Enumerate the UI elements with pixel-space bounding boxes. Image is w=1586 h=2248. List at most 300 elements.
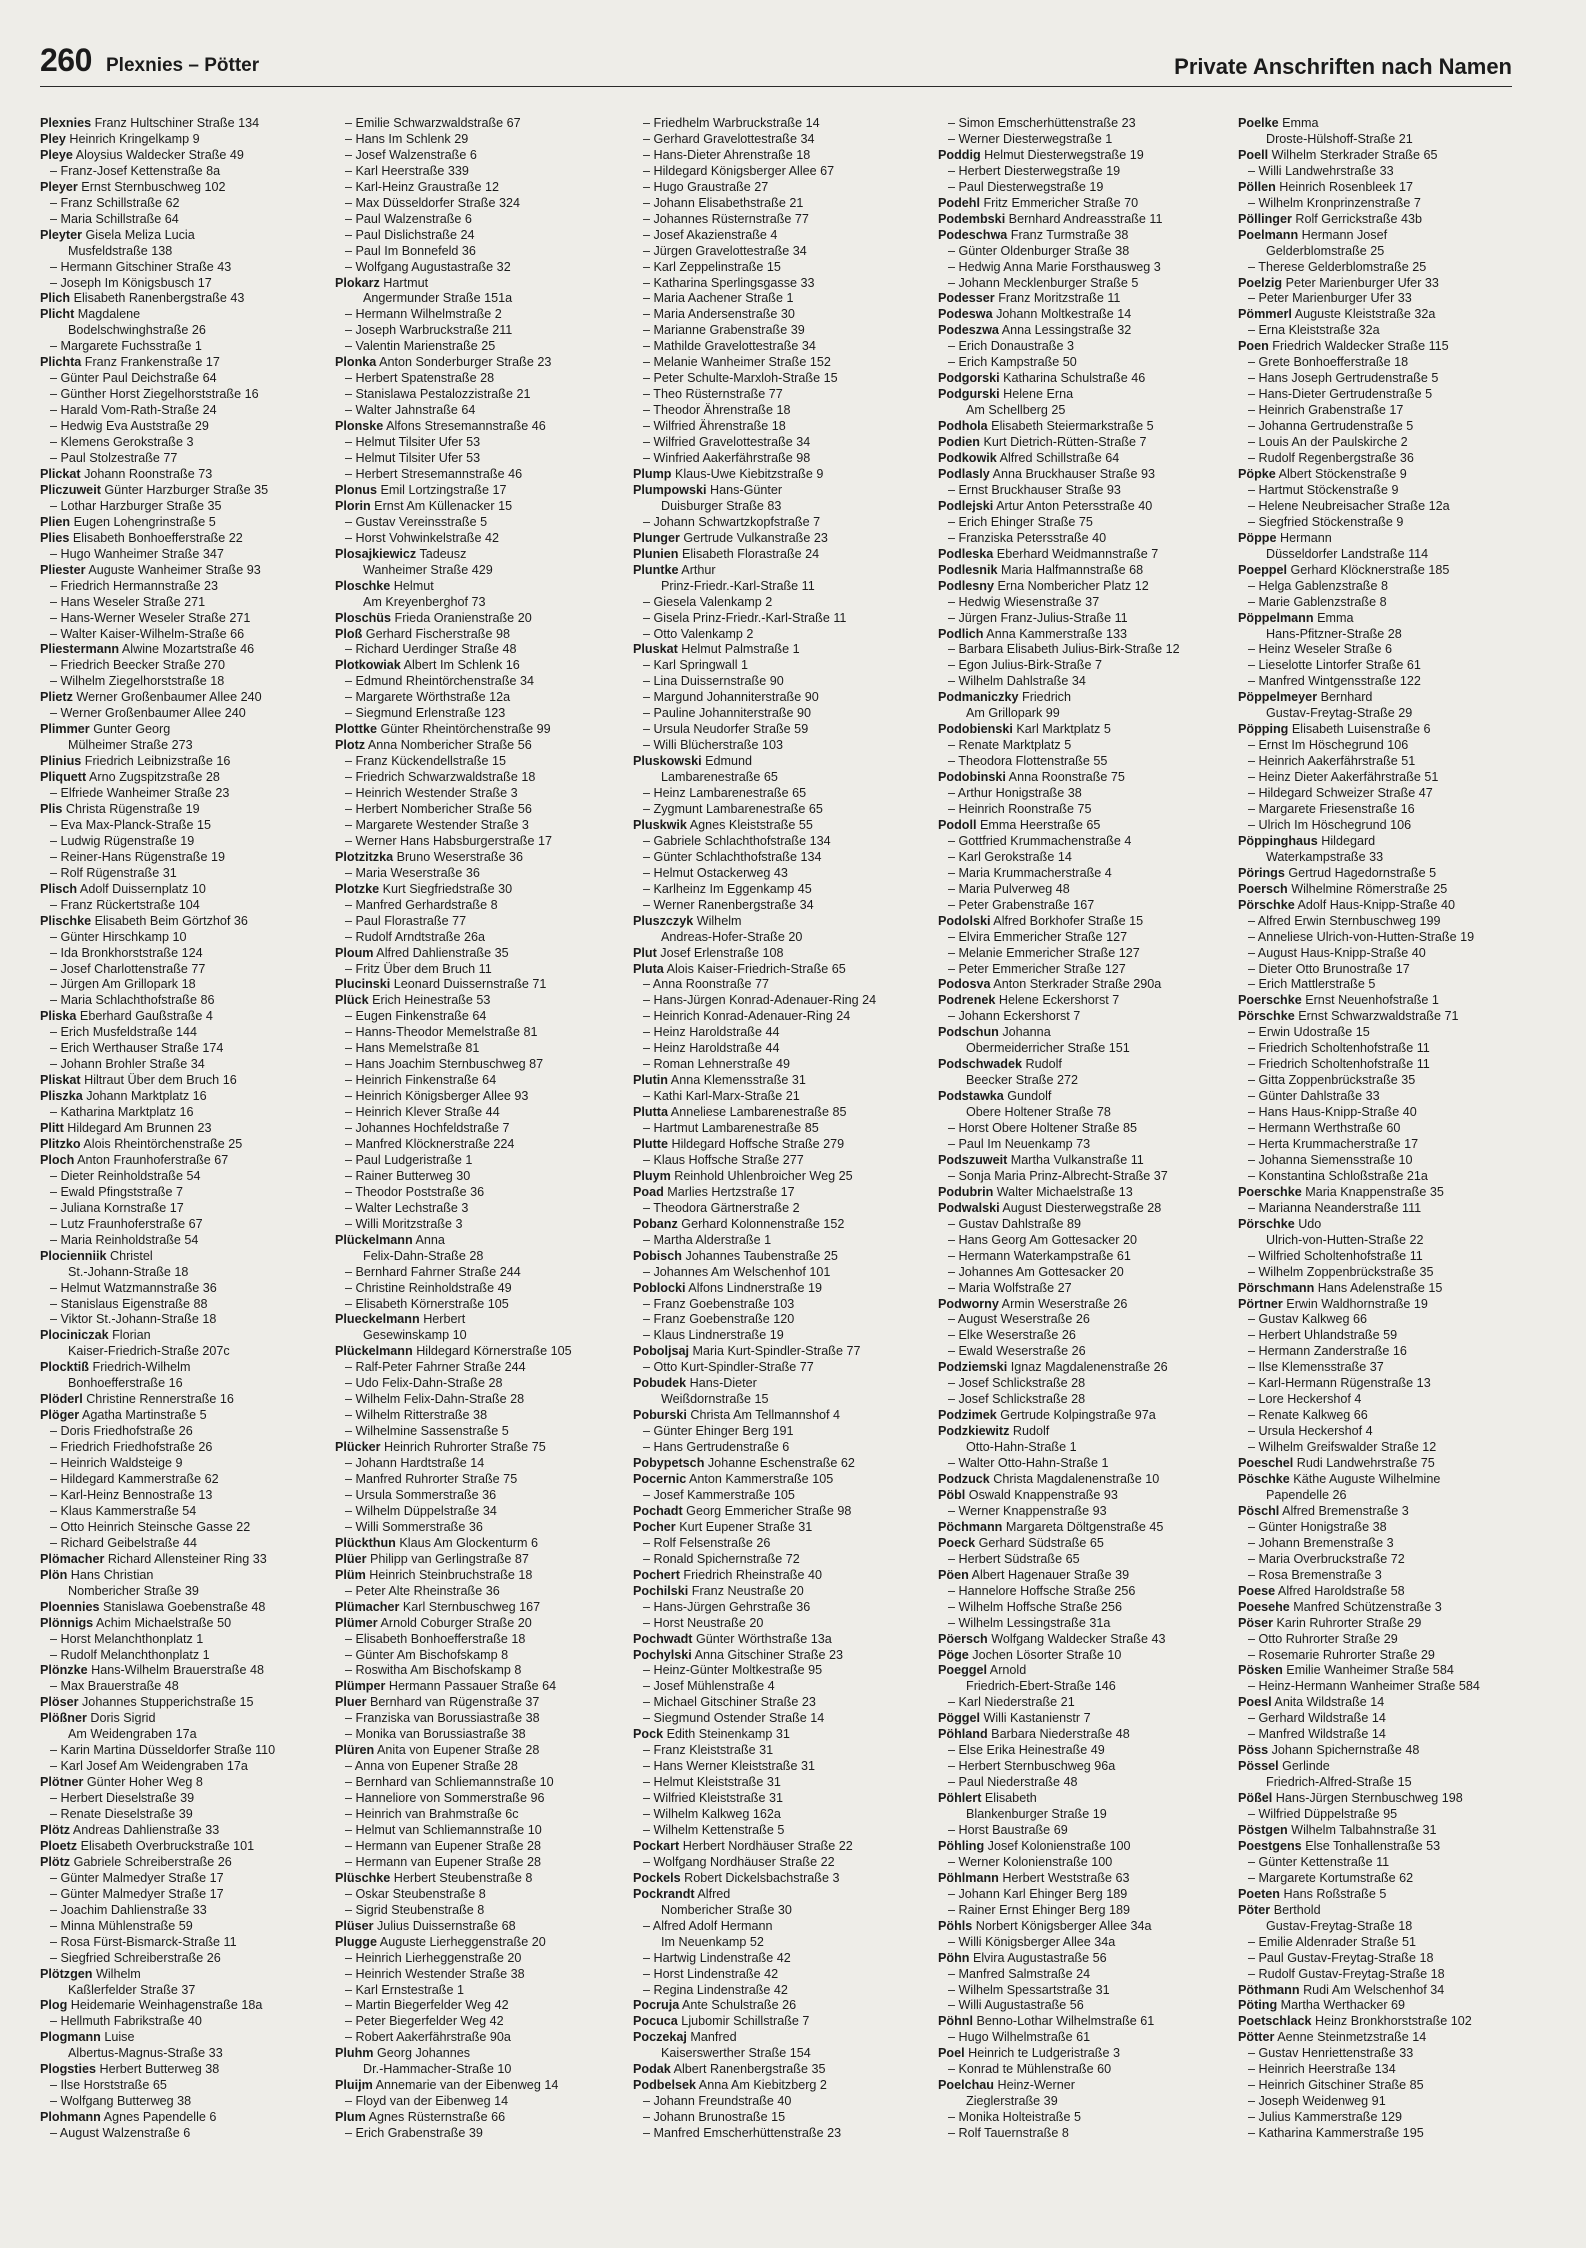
entry-text: – Hellmuth Fabrikstraße 40: [50, 2014, 202, 2029]
entry-text: Herbert Weststraße 63: [998, 1870, 1130, 1885]
entry-text: – Monika Holteistraße 5: [948, 2110, 1081, 2125]
surname: Plüschke: [335, 1870, 391, 1885]
surname: Podszuweit: [938, 1152, 1008, 1167]
entry-text: – Hartwig Lindenstraße 42: [643, 1950, 791, 1965]
sub-entry: [1238, 1967, 1528, 1983]
surname: Pocher: [633, 1519, 676, 1534]
entry-text: – Manfred Emscherhüttenstraße 23: [643, 2126, 842, 2141]
surname: Plottke: [335, 722, 377, 737]
entry-text: Kaiser-Friedrich-Straße 207c: [68, 1344, 230, 1359]
sub-entry: [1238, 1153, 1528, 1169]
entry-text: Georg Johannes: [373, 2046, 471, 2061]
entry-text: – August Haus-Knipp-Straße 40: [1248, 945, 1426, 960]
entry-text: Alfred Borkhofer Straße 15: [990, 913, 1144, 928]
entry-text: – Karlheinz Im Eggenkamp 45: [643, 881, 812, 896]
surname-entry: [633, 547, 923, 563]
sub-entry: [335, 642, 625, 658]
surname: Ploß: [335, 626, 363, 641]
sub-entry: [1238, 355, 1528, 371]
surname-entry: [1238, 1217, 1528, 1233]
sub-entry: [938, 1759, 1228, 1775]
surname: Plump: [633, 466, 672, 481]
entry-text: Friedrich-Wilhelm: [89, 1360, 191, 1375]
entry-text: Wolfgang Waldecker Straße 43: [987, 1631, 1166, 1646]
entry-text: Anna Nombericher Straße 56: [365, 738, 532, 753]
surname: Plinius: [40, 754, 82, 769]
surname-entry: [1238, 690, 1528, 706]
entry-text: Arnold: [987, 1663, 1027, 1678]
surname: Pöthmann: [1238, 1982, 1300, 1997]
sub-entry: [335, 196, 625, 212]
entry-text: – Hugo Wanheimer Straße 347: [50, 546, 224, 561]
surname: Podschun: [938, 1025, 999, 1040]
entry-text: – Karl Ernstestraße 1: [345, 1982, 464, 1997]
surname: Pocuca: [633, 2014, 678, 2029]
sub-entry: [335, 1520, 625, 1536]
surname: Plöser: [40, 1695, 79, 1710]
entry-text: – Elfriede Wanheimer Straße 23: [50, 786, 230, 801]
entry-text: – Ursula Neudorfer Straße 59: [643, 722, 809, 737]
surname-entry: [938, 1153, 1228, 1169]
entry-text: – Hans Joseph Gertrudenstraße 5: [1248, 371, 1439, 386]
entry-text: – Siegfried Schreiberstraße 26: [50, 1950, 221, 1965]
surname-entry: [1238, 1887, 1528, 1903]
surname: Pöschke: [1238, 1472, 1290, 1487]
sub-entry: [938, 2062, 1228, 2078]
entry-text: Emma: [1278, 116, 1319, 130]
entry-text: – Ursula Sommerstraße 36: [345, 1487, 497, 1502]
surname-entry: [335, 1935, 625, 1951]
entry-text: – Johannes Rüsternstraße 77: [643, 211, 809, 226]
sub-entry: [938, 786, 1228, 802]
entry-text: Hermann Josef: [1298, 227, 1388, 242]
entry-text: – Heinz Haroldstraße 44: [643, 1041, 780, 1056]
entry-text: – Franz Kleiststraße 31: [643, 1743, 774, 1758]
entry-text: Adolf Duissernplatz 10: [77, 881, 206, 896]
entry-text: – Manfred Wintgensstraße 122: [1248, 674, 1421, 689]
entry-text: Alfred Bremenstraße 3: [1279, 1503, 1409, 1518]
sub-entry: [1238, 435, 1528, 451]
entry-text: Kaßlerfelder Straße 37: [68, 1982, 196, 1997]
entry-text: – Johannes Am Welschenhof 101: [643, 1264, 831, 1279]
surname: Poen: [1238, 339, 1269, 354]
entry-text: Anna Klemensstraße 31: [667, 1073, 806, 1088]
entry-text: Anna Bruckhauser Straße 93: [989, 466, 1156, 481]
entry-text: – Maria Pulverweg 48: [948, 881, 1070, 896]
surname-entry: [1238, 1791, 1528, 1807]
surname: Podembski: [938, 211, 1006, 226]
surname: Plocktiß: [40, 1360, 89, 1375]
entry-text: Anita von Eupener Straße 28: [374, 1743, 540, 1758]
entry-text: – Heinz-Hermann Wanheimer Straße 584: [1248, 1679, 1480, 1694]
entry-text: – Gustav Kalkweg 66: [1248, 1312, 1368, 1327]
surname: Plotz: [335, 738, 366, 753]
surname-entry: [1238, 276, 1528, 292]
sub-entry: [1238, 658, 1528, 674]
entry-text: Helmut Diesterwegstraße 19: [980, 147, 1144, 162]
surname-entry: [335, 850, 625, 866]
surname-entry: [335, 738, 625, 754]
entry-text: – Wilfried Ährenstraße 18: [643, 419, 786, 434]
surname: Pliska: [40, 1009, 77, 1024]
surname: Ploch: [40, 1152, 75, 1167]
surname-entry: [40, 1967, 330, 1983]
sub-entry: [633, 116, 923, 132]
sub-entry: [40, 962, 330, 978]
surname: Podolski: [938, 913, 991, 928]
surname: Plueckelmann: [335, 1312, 420, 1327]
sub-entry: [1238, 1568, 1528, 1584]
sub-entry: [633, 1967, 923, 1983]
surname-entry: [633, 754, 923, 770]
sub-entry: [1238, 1632, 1528, 1648]
surname-entry: [938, 1536, 1228, 1552]
address-continuation: [1238, 850, 1528, 866]
surname: Pluskwik: [633, 817, 687, 832]
entry-text: Zieglerstraße 39: [966, 2094, 1058, 2109]
entry-text: Oswald Knappenstraße 93: [965, 1487, 1118, 1502]
sub-entry: [335, 339, 625, 355]
entry-text: – Stanislawa Pestalozzistraße 21: [345, 387, 531, 402]
sub-entry: [938, 866, 1228, 882]
surname-entry: [938, 1201, 1228, 1217]
entry-text: Wilhelm: [693, 913, 742, 928]
surname-entry: [335, 2110, 625, 2126]
entry-text: Benno-Lothar Wilhelmstraße 61: [972, 2014, 1155, 2029]
surname-entry: [1238, 531, 1528, 547]
surname: Podmaniczky: [938, 690, 1019, 705]
sub-entry: [938, 611, 1228, 627]
entry-text: – Margarete Fuchsstraße 1: [50, 339, 202, 354]
entry-text: – Viktor St.-Johann-Straße 18: [50, 1312, 217, 1327]
sub-entry: [938, 962, 1228, 978]
address-continuation: [40, 1983, 330, 1999]
entry-text: Martha Werthacker 69: [1277, 1998, 1406, 2013]
page-number: 260: [40, 42, 92, 78]
surname: Plietz: [40, 690, 73, 705]
surname-entry: [1238, 2030, 1528, 2046]
surname-entry: [1238, 898, 1528, 914]
sub-entry: [40, 1025, 330, 1041]
sub-entry: [1238, 1392, 1528, 1408]
surname-entry: [938, 1057, 1228, 1073]
surname: Plorin: [335, 498, 371, 513]
surname-entry: [938, 451, 1228, 467]
surname: Plutte: [633, 1137, 668, 1151]
sub-entry: [335, 1488, 625, 1504]
entry-text: – Friedrich Scholtenhofstraße 11: [1248, 1057, 1430, 1072]
entry-text: – Sigrid Steubenstraße 8: [345, 1902, 485, 1917]
entry-text: Hartmut: [379, 275, 429, 290]
sub-entry: [335, 1648, 625, 1664]
entry-text: – Lina Duissernstraße 90: [643, 674, 784, 689]
entry-text: Gustav-Freytag-Straße 29: [1266, 706, 1413, 721]
entry-text: – Hans Haus-Knipp-Straße 40: [1248, 1105, 1417, 1120]
entry-text: – Erich Musfeldstraße 144: [50, 1025, 197, 1040]
entry-text: Dr.-Hammacher-Straße 10: [363, 2062, 512, 2077]
sub-entry: [40, 1105, 330, 1121]
sub-entry: [335, 690, 625, 706]
sub-entry: [633, 1121, 923, 1137]
entry-text: Helmut Palmstraße 1: [677, 642, 800, 657]
surname: Pochadt: [633, 1503, 683, 1518]
entry-text: – Friedrich Schwarzwaldstraße 18: [345, 770, 536, 785]
surname-entry: [40, 1137, 330, 1153]
surname: Pliquett: [40, 770, 87, 785]
entry-text: – Karl Zeppelinstraße 15: [643, 259, 781, 274]
entry-text: – Hans-Jürgen Konrad-Adenauer-Ring 24: [643, 993, 877, 1008]
surname: Ploum: [335, 945, 374, 960]
surname: Plucinski: [335, 977, 391, 992]
surname-entry: [335, 276, 625, 292]
entry-text: – Anneliese Ulrich-von-Hutten-Straße 19: [1248, 929, 1475, 944]
surname: Poblocki: [633, 1280, 686, 1295]
surname: Podschwadek: [938, 1057, 1022, 1072]
sub-entry: [40, 866, 330, 882]
surname: Plüser: [335, 1918, 374, 1933]
sub-entry: [335, 1998, 625, 2014]
entry-text: Johanna: [998, 1025, 1051, 1040]
entry-text: Hans-Jürgen Sternbuschweg 198: [1272, 1791, 1463, 1806]
surname-entry: [938, 770, 1228, 786]
entry-text: Maria Knappenstraße 35: [1301, 1184, 1444, 1199]
entry-text: Martha Vulkanstraße 11: [1007, 1152, 1144, 1167]
entry-text: Artur Anton Petersstraße 40: [993, 498, 1153, 513]
surname-entry: [633, 1887, 923, 1903]
sub-entry: [335, 212, 625, 228]
entry-text: Margareta Döltgenstraße 45: [1002, 1519, 1164, 1534]
sub-entry: [1238, 642, 1528, 658]
surname: Plößner: [40, 1711, 87, 1726]
entry-text: Franz Neustraße 20: [688, 1583, 804, 1598]
entry-text: – Hermann Zanderstraße 16: [1248, 1344, 1407, 1359]
surname: Pöstgen: [1238, 1822, 1288, 1837]
address-continuation: [40, 244, 330, 260]
entry-text: – Manfred Klöcknerstraße 224: [345, 1137, 515, 1151]
entry-text: Obere Holtener Straße 78: [966, 1105, 1111, 1120]
address-continuation: [938, 1440, 1228, 1456]
surname-entry: [1238, 116, 1528, 132]
sub-entry: [633, 1233, 923, 1249]
surname: Pley: [40, 131, 66, 146]
entry-text: – Rudolf Melanchthonplatz 1: [50, 1647, 210, 1662]
sub-entry: [40, 260, 330, 276]
surname-entry: [40, 1089, 330, 1105]
entry-text: – Paul Ludgeristraße 1: [345, 1152, 473, 1167]
surname-entry: [938, 1632, 1228, 1648]
sub-entry: [938, 483, 1228, 499]
entry-text: – Rosa Bremenstraße 3: [1248, 1567, 1382, 1582]
sub-entry: [40, 930, 330, 946]
entry-text: – Gisela Prinz-Friedr.-Karl-Straße 11: [643, 610, 847, 625]
entry-text: – Mathilde Gravelottestraße 34: [643, 339, 816, 354]
entry-text: – Heinrich Klever Straße 44: [345, 1105, 500, 1120]
entry-text: – Arthur Honigstraße 38: [948, 786, 1082, 801]
entry-text: – Helmut Tilsiter Ufer 53: [345, 435, 481, 450]
entry-text: – Theodora Gärtnerstraße 2: [643, 1200, 800, 1215]
sub-entry: [335, 1265, 625, 1281]
sub-entry: [633, 435, 923, 451]
surname-entry: [633, 531, 923, 547]
surname: Podehl: [938, 195, 980, 210]
entry-text: Reinhold Uhlenbroicher Weg 25: [670, 1168, 853, 1183]
sub-entry: [938, 1967, 1228, 1983]
sub-entry: [1238, 802, 1528, 818]
entry-text: – Walter Lechstraße 3: [345, 1200, 469, 1215]
entry-text: Friedrich-Ebert-Straße 146: [966, 1679, 1116, 1694]
surname: Pluskat: [633, 642, 678, 657]
entry-text: – Margarete Friesenstraße 16: [1248, 801, 1415, 816]
entry-text: – Werner Diesterwegstraße 1: [948, 131, 1113, 146]
surname-entry: [938, 1360, 1228, 1376]
entry-text: – Rudolf Regenbergstraße 36: [1248, 451, 1414, 466]
surname: Pliczuweit: [40, 482, 101, 497]
entry-text: – Minna Mühlenstraße 59: [50, 1918, 193, 1933]
entry-text: – Manfred Salmstraße 24: [948, 1966, 1091, 1981]
surname-entry: [335, 1233, 625, 1249]
surname: Plotzke: [335, 881, 380, 896]
entry-text: – Hedwig Eva Auststraße 29: [50, 419, 209, 434]
entry-text: Elisabeth Beim Görtzhof 36: [91, 913, 248, 928]
sub-entry: [633, 722, 923, 738]
entry-text: Günter Wörthstraße 13a: [692, 1631, 832, 1646]
sub-entry: [1238, 1951, 1528, 1967]
surname-entry: [938, 993, 1228, 1009]
entry-text: – Karl Springwall 1: [643, 658, 748, 673]
surname: Poesehe: [1238, 1599, 1290, 1614]
sub-entry: [40, 627, 330, 643]
sub-entry: [335, 786, 625, 802]
entry-text: Barbara Niederstraße 48: [987, 1727, 1130, 1742]
surname-entry: [938, 722, 1228, 738]
sub-entry: [633, 738, 923, 754]
sub-entry: [633, 1743, 923, 1759]
entry-text: – Maria Schlachthofstraße 86: [50, 993, 215, 1008]
sub-entry: [633, 1201, 923, 1217]
sub-entry: [335, 531, 625, 547]
surname-entry: [40, 1823, 330, 1839]
entry-text: – Rolf Rügenstraße 31: [50, 865, 177, 880]
sub-entry: [335, 1855, 625, 1871]
surname-entry: [938, 323, 1228, 339]
entry-text: August Diesterwegstraße 28: [999, 1200, 1162, 1215]
surname: Plötz: [40, 1854, 71, 1869]
sub-entry: [40, 579, 330, 595]
sub-entry: [40, 276, 330, 292]
surname-entry: [633, 1105, 923, 1121]
surname: Poesl: [1238, 1695, 1272, 1710]
entry-text: – Ilse Horststraße 65: [50, 2078, 167, 2093]
sub-entry: [1238, 738, 1528, 754]
sub-entry: [633, 658, 923, 674]
sub-entry: [938, 1998, 1228, 2014]
sub-entry: [633, 164, 923, 180]
sub-entry: [335, 2126, 625, 2142]
surname-entry: [1238, 834, 1528, 850]
entry-text: Edmund: [701, 754, 753, 769]
entry-text: – Paul Stolzestraße 77: [50, 451, 178, 466]
entry-text: St.-Johann-Straße 18: [68, 1264, 189, 1279]
sub-entry: [1238, 930, 1528, 946]
sub-entry: [633, 387, 923, 403]
sub-entry: [938, 1504, 1228, 1520]
entry-text: – Hermann Wilhelmstraße 2: [345, 307, 502, 322]
entry-text: – Kathi Karl-Marx-Straße 21: [643, 1089, 800, 1104]
entry-text: Am Grillopark 99: [966, 706, 1060, 721]
entry-text: Friedrich Leibnizstraße 16: [81, 754, 231, 769]
entry-text: – August Weserstraße 26: [948, 1312, 1090, 1327]
entry-text: Ljubomir Schillstraße 7: [677, 2014, 810, 2029]
sub-entry: [335, 371, 625, 387]
entry-text: Johannes Taubenstraße 25: [682, 1248, 838, 1263]
entry-text: – Ernst Im Höschegrund 106: [1248, 738, 1409, 753]
entry-text: – Robert Aakerfährstraße 90a: [345, 2030, 511, 2045]
sub-entry: [633, 1424, 923, 1440]
sub-entry: [335, 1137, 625, 1153]
entry-text: – Giesela Valenkamp 2: [643, 594, 773, 609]
sub-entry: [335, 770, 625, 786]
entry-text: Auguste Kleiststraße 32a: [1291, 307, 1436, 322]
sub-entry: [335, 1472, 625, 1488]
surname-entry: [40, 1328, 330, 1344]
entry-text: Duisburger Straße 83: [661, 498, 782, 513]
entry-text: – Marianna Neanderstraße 111: [1248, 1200, 1422, 1215]
sub-entry: [40, 419, 330, 435]
entry-text: – Elvira Emmericher Straße 127: [948, 929, 1128, 944]
surname-entry: [633, 1648, 923, 1664]
entry-text: Alfred: [694, 1886, 731, 1901]
surname-entry: [1238, 1504, 1528, 1520]
entry-text: – Günter Kettenstraße 11: [1248, 1854, 1390, 1869]
address-continuation: [335, 1328, 625, 1344]
entry-text: – Franz Goebenstraße 103: [643, 1296, 795, 1311]
sub-entry: [938, 1392, 1228, 1408]
surname: Pössel: [1238, 1759, 1279, 1774]
entry-text: – Heinrich van Brahmstraße 6c: [345, 1807, 519, 1822]
entry-text: Ulrich-von-Hutten-Straße 22: [1266, 1232, 1424, 1247]
entry-text: – Walter Otto-Hahn-Straße 1: [948, 1456, 1109, 1471]
entry-text: Karl Marktplatz 5: [1012, 722, 1111, 737]
entry-text: Hiltraut Über dem Bruch 16: [80, 1073, 237, 1088]
entry-text: – Günter Oldenburger Straße 38: [948, 243, 1130, 258]
sub-entry: [633, 1791, 923, 1807]
sub-entry: [40, 1520, 330, 1536]
surname-entry: [40, 2110, 330, 2126]
entry-text: Albert Im Schlenk 16: [400, 658, 520, 673]
entry-text: – Ida Bronkhorststraße 124: [50, 945, 203, 960]
entry-text: – Erich Kampstraße 50: [948, 355, 1077, 370]
entry-text: Gerhard Kolonnenstraße 152: [677, 1216, 845, 1231]
entry-text: – Roswitha Am Bischofskamp 8: [345, 1663, 522, 1678]
entry-text: Franz Moritzstraße 11: [994, 291, 1121, 306]
address-continuation: [938, 2094, 1228, 2110]
surname: Plümer: [335, 1615, 378, 1630]
sub-entry: [938, 1376, 1228, 1392]
surname: Pöppelmann: [1238, 610, 1314, 625]
sub-entry: [1238, 1041, 1528, 1057]
entry-text: – Harald Vom-Rath-Straße 24: [50, 403, 217, 418]
surname: Plückthun: [335, 1535, 396, 1550]
entry-text: Hans Roßstraße 5: [1280, 1886, 1387, 1901]
entry-text: Rudi Am Welschenhof 34: [1299, 1982, 1445, 1997]
sub-entry: [633, 212, 923, 228]
entry-text: – Grete Bonhoefferstraße 18: [1248, 355, 1409, 370]
entry-text: – Maria Aachener Straße 1: [643, 291, 794, 306]
entry-text: Albert Ranenbergstraße 35: [670, 2062, 826, 2077]
surname-entry: [1238, 2014, 1528, 2030]
entry-text: Elisabeth Overbruckstraße 101: [77, 1838, 255, 1853]
entry-text: Eugen Lohengrinstraße 5: [70, 514, 216, 529]
